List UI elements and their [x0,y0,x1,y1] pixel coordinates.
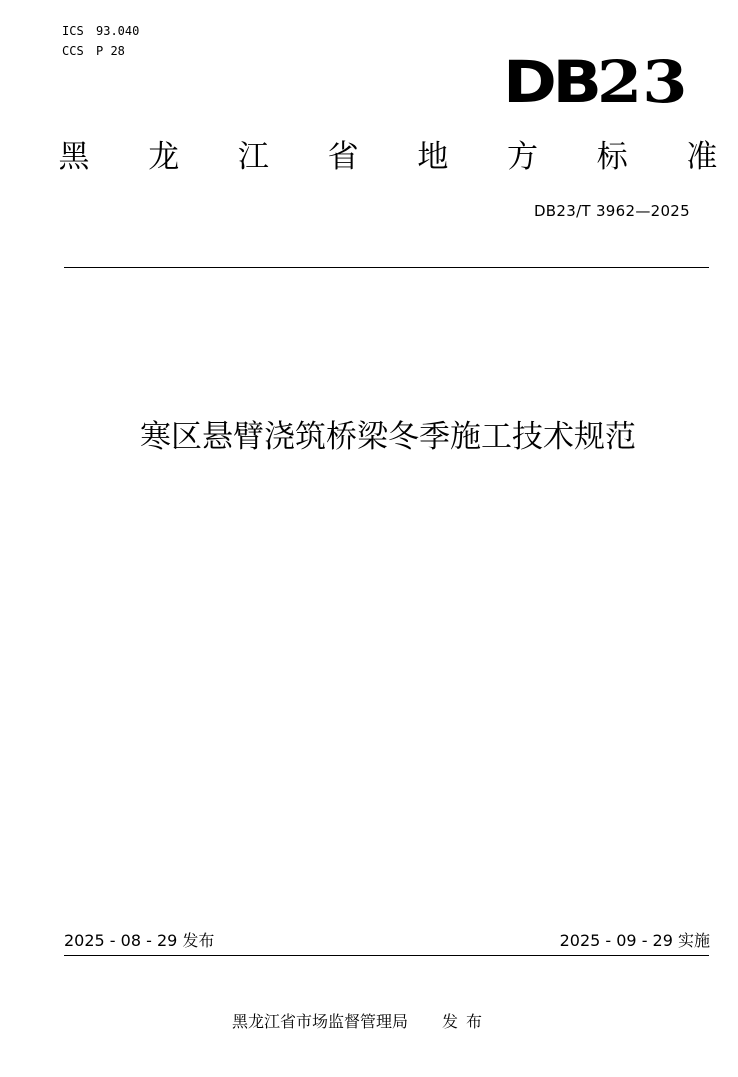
standard-number: DB23/T 3962—2025 [533,202,690,220]
standard-type-char: 方 [507,139,539,175]
publish-action [442,1012,490,1031]
publish-char: 布 [466,1012,483,1031]
document-title: 寒区悬臂浇筑桥梁冬季施工技术规范 [140,419,636,455]
ccs-value: P 28 [96,44,125,58]
ics-line [62,24,139,38]
ccs-label: CCS [62,44,84,58]
db23-logo [503,48,688,116]
standard-type-char: 龙 [148,139,180,175]
logo-number: 23 [597,48,688,116]
issue-date: 2025 - 08 - 29 发布 [64,931,215,950]
publish-char: 发 [442,1012,459,1031]
standard-type-char: 省 [327,139,359,175]
standard-type-char: 标 [596,139,628,175]
standard-type-heading [58,137,718,177]
top-divider [64,267,709,268]
publisher-line [232,1011,490,1033]
standard-type-char: 黑 [58,139,90,175]
bottom-divider [64,955,709,956]
ccs-line [62,44,125,58]
logo-letters: DB [503,48,598,116]
ics-value: 93.040 [96,24,140,38]
standard-type-char: 江 [237,139,269,175]
standard-type-char: 地 [417,139,449,175]
standard-type-char: 准 [686,139,718,175]
implementation-date: 2025 - 09 - 29 实施 [559,931,710,950]
ics-label: ICS [62,24,84,38]
publisher-name: 黑龙江省市场监督管理局 [232,1012,409,1031]
